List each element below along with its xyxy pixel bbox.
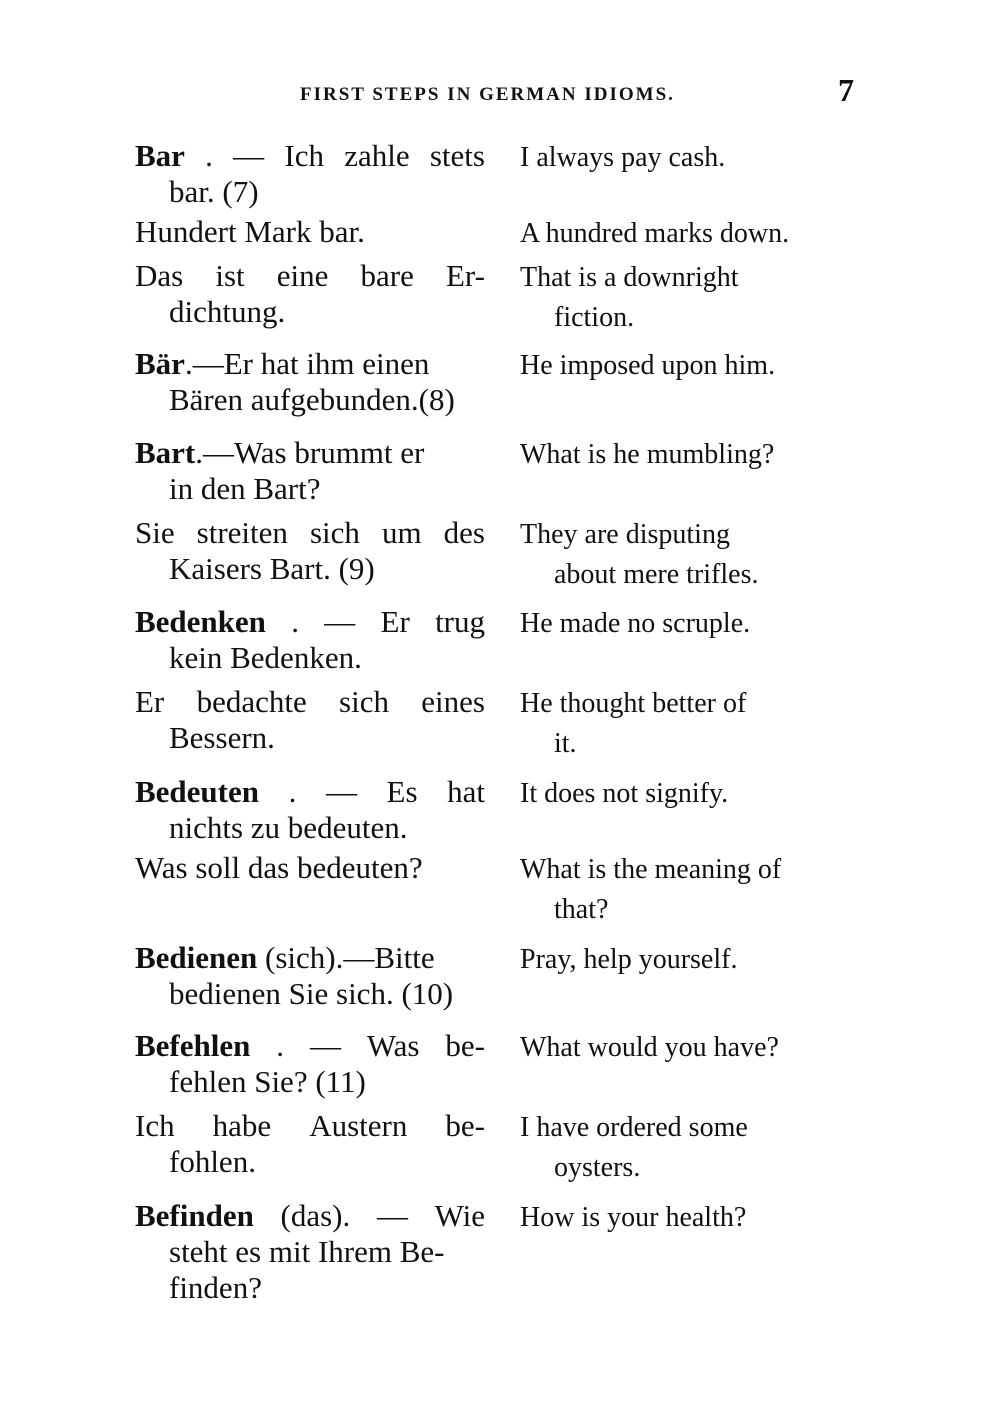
english-translation <box>520 435 862 475</box>
english-translation <box>520 1108 862 1188</box>
english-line: They are disputing <box>520 519 730 550</box>
german-line: Sie streiten sich um des <box>135 515 485 550</box>
german-phrase <box>135 604 485 676</box>
german-line: Befinden (das). — Wie <box>135 1198 485 1233</box>
english-translation <box>520 1198 862 1238</box>
german-line: Bessern. <box>169 720 275 755</box>
german-line: fohlen. <box>169 1144 256 1179</box>
running-header: FIRST STEPS IN GERMAN IDIOMS. <box>300 84 675 105</box>
english-translation <box>520 850 862 930</box>
german-line: steht es mit Ihrem Be- <box>169 1234 445 1269</box>
german-phrase <box>135 1108 485 1180</box>
english-line: He made no scruple. <box>520 608 751 639</box>
german-phrase <box>135 1198 485 1306</box>
english-line: that? <box>554 894 609 925</box>
german-line: kein Bedenken. <box>169 640 362 675</box>
headword: Bart <box>135 435 196 470</box>
english-line: It does not signify. <box>520 778 729 809</box>
english-line: That is a downright <box>520 262 739 293</box>
english-translation <box>520 258 862 338</box>
english-translation <box>520 515 862 595</box>
german-line: Hundert Mark bar. <box>135 214 365 249</box>
headword: Befinden <box>135 1198 254 1233</box>
german-line: dichtung. <box>169 294 286 329</box>
german-line: Bart.—Was brummt er <box>135 435 425 470</box>
german-line: Bar . — Ich zahle stets <box>135 138 485 173</box>
german-line: bedienen Sie sich. (10) <box>169 976 454 1011</box>
english-line: What would you have? <box>520 1032 779 1063</box>
headword: Befehlen <box>135 1028 251 1063</box>
german-line: Bär.—Er hat ihm einen <box>135 346 430 381</box>
german-phrase <box>135 1028 485 1100</box>
english-line: What is the meaning of <box>520 854 782 885</box>
english-line: about mere trifles. <box>554 559 759 590</box>
english-translation <box>520 940 862 980</box>
german-line: nichts zu bedeuten. <box>169 810 408 845</box>
german-phrase <box>135 850 485 886</box>
page-number: 7 <box>838 72 854 108</box>
english-line: A hundred marks down. <box>520 218 790 249</box>
english-translation <box>520 346 862 386</box>
german-phrase <box>135 515 485 587</box>
english-translation <box>520 214 862 254</box>
english-line: oysters. <box>554 1152 641 1183</box>
german-line: fehlen Sie? (11) <box>169 1064 366 1099</box>
headword: Bedeuten <box>135 774 259 809</box>
english-translation <box>520 774 862 814</box>
german-line: Das ist eine bare Er- <box>135 258 485 293</box>
english-line: How is your health? <box>520 1202 747 1233</box>
german-line: finden? <box>169 1270 262 1305</box>
german-phrase <box>135 774 485 846</box>
english-translation <box>520 1028 862 1068</box>
german-line: Bedenken . — Er trug <box>135 604 485 639</box>
german-phrase <box>135 138 485 210</box>
german-phrase <box>135 940 485 1012</box>
german-line: Kaisers Bart. (9) <box>169 551 375 586</box>
german-phrase <box>135 684 485 756</box>
german-line: Bären aufgebunden.(8) <box>169 382 455 417</box>
english-translation <box>520 684 862 764</box>
german-line: Bedienen (sich).—Bitte <box>135 940 435 975</box>
english-line: I always pay cash. <box>520 142 726 173</box>
german-line: Ich habe Austern be- <box>135 1108 485 1143</box>
headword: Bedienen <box>135 940 258 975</box>
headword: Bär <box>135 346 185 381</box>
english-line: He imposed upon him. <box>520 350 776 381</box>
german-phrase <box>135 258 485 330</box>
english-line: fiction. <box>554 302 635 333</box>
german-phrase <box>135 346 485 418</box>
english-translation <box>520 604 862 644</box>
german-line: Befehlen . — Was be- <box>135 1028 485 1063</box>
english-line: it. <box>554 728 577 759</box>
german-phrase <box>135 214 485 250</box>
german-line: Was soll das bedeuten? <box>135 850 423 885</box>
headword: Bedenken <box>135 604 266 639</box>
english-translation <box>520 138 862 178</box>
english-line: Pray, help yourself. <box>520 944 738 975</box>
english-line: I have ordered some <box>520 1112 748 1143</box>
german-line: Er bedachte sich eines <box>135 684 485 719</box>
german-line: in den Bart? <box>169 471 321 506</box>
german-line: bar. (7) <box>169 174 259 209</box>
english-line: He thought better of <box>520 688 747 719</box>
headword: Bar <box>135 138 185 173</box>
english-line: What is he mumbling? <box>520 439 775 470</box>
german-phrase <box>135 435 485 507</box>
german-line: Bedeuten . — Es hat <box>135 774 485 809</box>
